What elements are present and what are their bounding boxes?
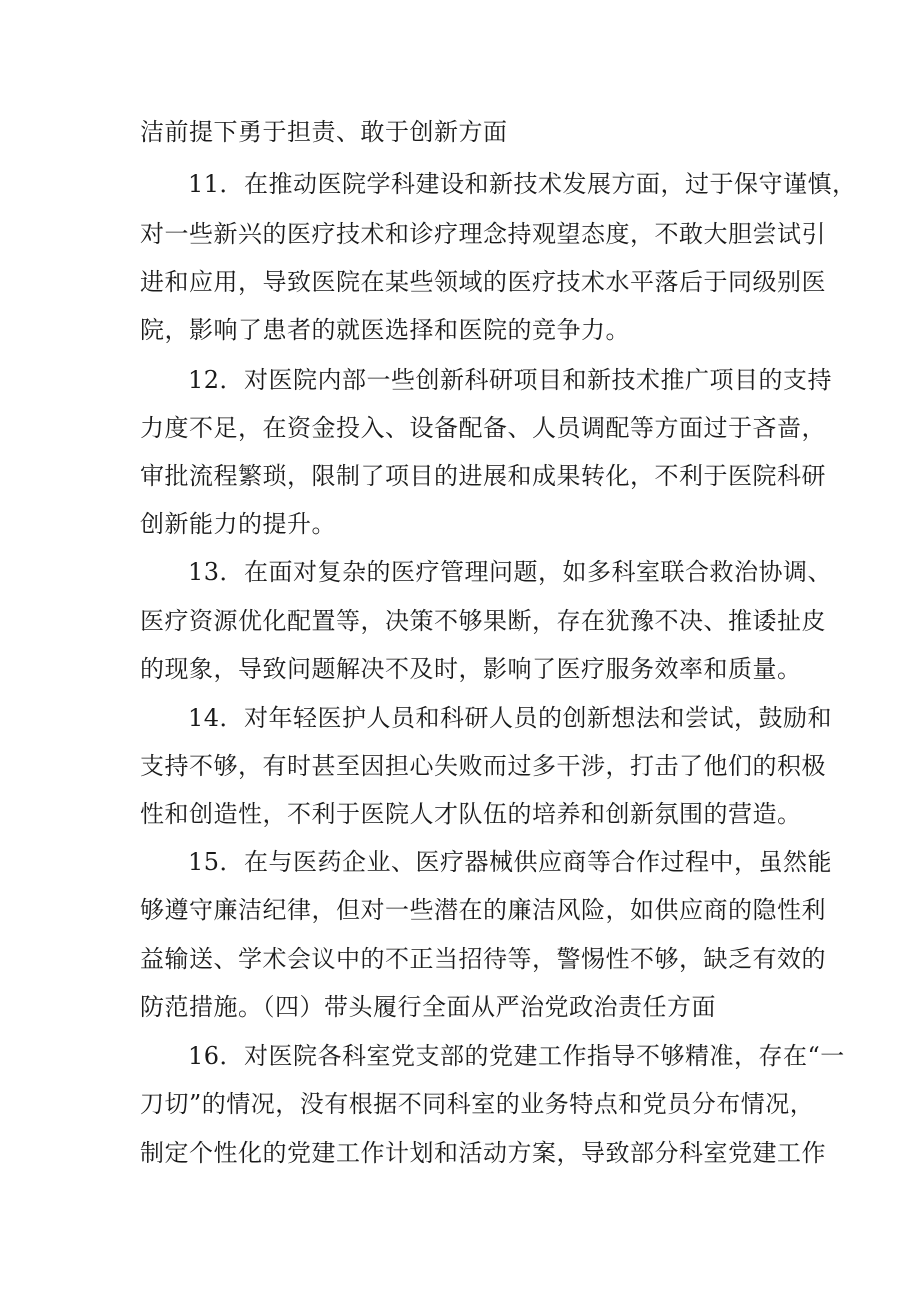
- paragraph-15-line-4: 防范措施。（四）带头履行全面从严治党政治责任方面: [140, 993, 716, 1021]
- paragraph-16-line-2: 刀切”的情况，没有根据不同科室的业务特点和党员分布情况，: [140, 1090, 815, 1118]
- paragraph-12-line-1: 12．对医院内部一些创新科研项目和新技术推广项目的支持: [188, 366, 833, 394]
- text-line-1: 洁前提下勇于担责、敢于创新方面: [140, 118, 508, 146]
- paragraph-13-line-3: 的现象，导致问题解决不及时，影响了医疗服务效率和质量。: [140, 655, 802, 683]
- paragraph-12-line-4: 创新能力的提升。: [140, 510, 336, 538]
- paragraph-15-line-3: 益输送、学术会议中的不正当招待等，警惕性不够，缺乏有效的: [140, 945, 826, 973]
- paragraph-15-line-2: 够遵守廉洁纪律，但对一些潜在的廉洁风险，如供应商的隐性利: [140, 896, 826, 924]
- paragraph-11-line-3: 进和应用，导致医院在某些领域的医疗技术水平落后于同级别医: [140, 268, 826, 296]
- paragraph-16-line-1: 16．对医院各科室党支部的党建工作指导不够精准，存在“一: [188, 1042, 845, 1070]
- paragraph-14-line-3: 性和创造性，不利于医院人才队伍的培养和创新氛围的营造。: [140, 800, 802, 828]
- paragraph-11-line-4: 院，影响了患者的就医选择和医院的竞争力。: [140, 316, 630, 344]
- paragraph-15-line-1: 15．在与医药企业、医疗器械供应商等合作过程中，虽然能: [188, 848, 833, 876]
- paragraph-14-line-1: 14．对年轻医护人员和科研人员的创新想法和尝试，鼓励和: [188, 704, 833, 732]
- paragraph-12-line-3: 审批流程繁琐，限制了项目的进展和成果转化，不利于医院科研: [140, 462, 826, 490]
- paragraph-16-line-3: 制定个性化的党建工作计划和活动方案，导致部分科室党建工作: [140, 1139, 826, 1167]
- paragraph-14-line-2: 支持不够，有时甚至因担心失败而过多干涉，打击了他们的积极: [140, 752, 826, 780]
- paragraph-13-line-1: 13．在面对复杂的医疗管理问题，如多科室联合救治协调、: [188, 558, 833, 586]
- paragraph-11-line-2: 对一些新兴的医疗技术和诊疗理念持观望态度，不敢大胆尝试引: [140, 220, 826, 248]
- paragraph-11-line-1: 11．在推动医院学科建设和新技术发展方面，过于保守谨慎，: [188, 170, 857, 198]
- paragraph-13-line-2: 医疗资源优化配置等，决策不够果断，存在犹豫不决、推诿扯皮: [140, 607, 826, 635]
- paragraph-12-line-2: 力度不足，在资金投入、设备配备、人员调配等方面过于吝啬，: [140, 414, 826, 442]
